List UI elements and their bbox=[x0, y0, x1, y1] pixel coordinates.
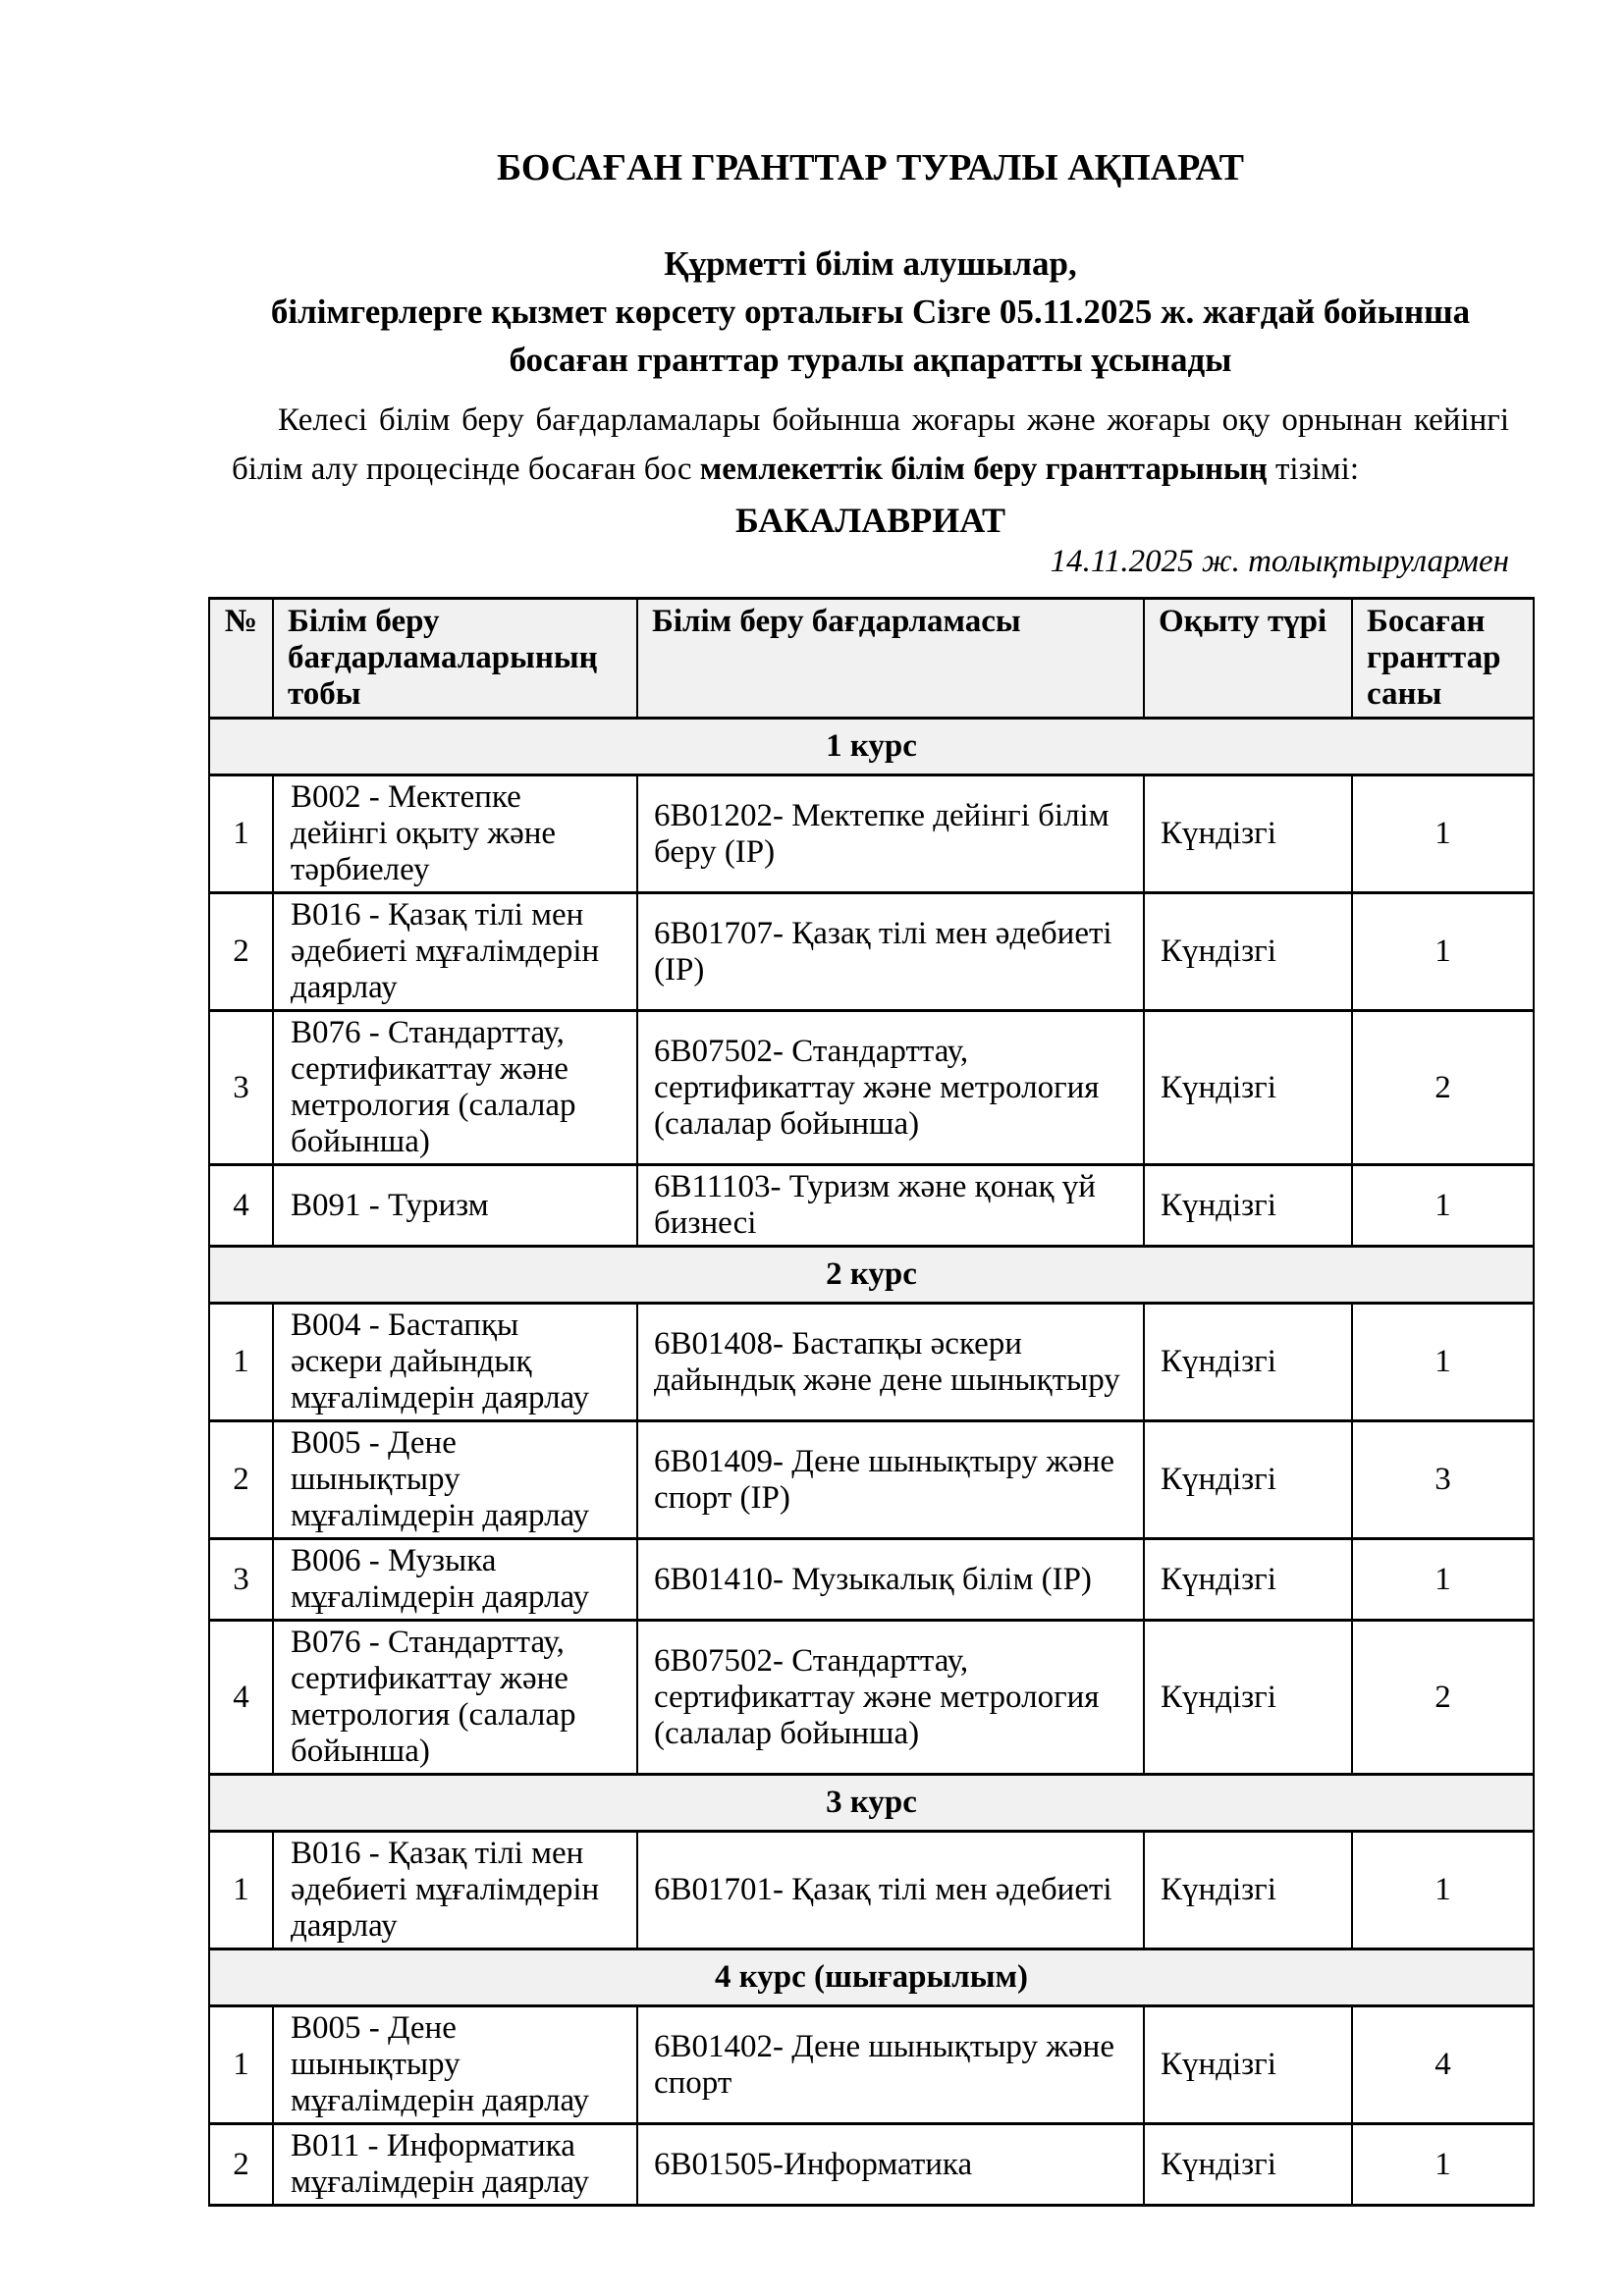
header-study-form: Оқыту түрі bbox=[1144, 599, 1352, 719]
study-form-cell: Күндізгі bbox=[1144, 1621, 1352, 1775]
date-note: 14.11.2025 ж. толықтырулармен bbox=[1050, 544, 1509, 579]
grant-row bbox=[209, 1621, 1534, 1775]
study-form-cell: Күндізгі bbox=[1144, 2006, 1352, 2124]
grant-row bbox=[209, 1011, 1534, 1165]
intro-text-end: тізімі: bbox=[1267, 452, 1360, 487]
program-group-cell: B076 - Стандарттау, сертификаттау және метрология (салалар бойынша) bbox=[273, 1621, 637, 1775]
row-number-cell: 2 bbox=[209, 1421, 273, 1539]
grant-row bbox=[209, 1165, 1534, 1247]
grant-count-cell: 1 bbox=[1352, 1165, 1534, 1247]
program-cell: 6B01409- Дене шынықтыру және спорт (IP) bbox=[637, 1421, 1144, 1539]
program-cell: 6B01707- Қазақ тілі мен әдебиеті (IP) bbox=[637, 893, 1144, 1011]
grant-count-cell: 1 bbox=[1352, 2124, 1534, 2206]
study-form-cell: Күндізгі bbox=[1144, 1304, 1352, 1421]
grant-row bbox=[209, 1304, 1534, 1421]
study-form-cell: Күндізгі bbox=[1144, 1832, 1352, 1949]
document-content bbox=[232, 145, 1509, 580]
course-section-row bbox=[209, 1247, 1534, 1304]
header-number: № bbox=[209, 599, 273, 719]
grant-count-cell: 2 bbox=[1352, 1011, 1534, 1165]
row-number-cell: 4 bbox=[209, 1621, 273, 1775]
row-number-cell: 2 bbox=[209, 893, 273, 1011]
course-section-label: 2 курс bbox=[209, 1247, 1534, 1304]
grant-count-cell: 4 bbox=[1352, 2006, 1534, 2124]
row-number-cell: 3 bbox=[209, 1011, 273, 1165]
grant-row bbox=[209, 1539, 1534, 1621]
study-form-cell: Күндізгі bbox=[1144, 1539, 1352, 1621]
course-section-label: 4 курс (шығарылым) bbox=[209, 1949, 1534, 2006]
program-group-cell: B076 - Стандарттау, сертификаттау және метрология (салалар бойынша) bbox=[273, 1011, 637, 1165]
intro-paragraph bbox=[232, 396, 1509, 494]
program-group-cell: B005 - Дене шынықтыру мұғалімдерін даярлау bbox=[273, 2006, 637, 2124]
study-form-cell: Күндізгі bbox=[1144, 1011, 1352, 1165]
header-grant-count: Босаған гранттар саны bbox=[1352, 599, 1534, 719]
study-form-cell: Күндізгі bbox=[1144, 775, 1352, 893]
grants-table bbox=[208, 597, 1535, 2207]
grant-count-cell: 1 bbox=[1352, 1539, 1534, 1621]
program-cell: 6B01202- Мектепке дейінгі білім беру (IP) bbox=[637, 775, 1144, 893]
course-section-row bbox=[209, 1775, 1534, 1832]
row-number-cell: 4 bbox=[209, 1165, 273, 1247]
grant-row bbox=[209, 2006, 1534, 2124]
program-group-cell: B011 - Информатика мұғалімдерін даярлау bbox=[273, 2124, 637, 2206]
course-section-row bbox=[209, 1949, 1534, 2006]
row-number-cell: 2 bbox=[209, 2124, 273, 2206]
grant-count-cell: 1 bbox=[1352, 775, 1534, 893]
grant-row bbox=[209, 1832, 1534, 1949]
program-group-cell: B002 - Мектепке дейінгі оқыту және тәрбиелеу bbox=[273, 775, 637, 893]
header-program: Білім беру бағдарламасы bbox=[637, 599, 1144, 719]
study-form-cell: Күндізгі bbox=[1144, 893, 1352, 1011]
program-cell: 6B01402- Дене шынықтыру және спорт bbox=[637, 2006, 1144, 2124]
study-form-cell: Күндізгі bbox=[1144, 1165, 1352, 1247]
program-cell: 6B11103- Туризм және қонақ үй бизнесі bbox=[637, 1165, 1144, 1247]
level-heading: БАКАЛАВРИАТ bbox=[734, 501, 1006, 540]
program-group-cell: B004 - Бастапқы әскери дайындық мұғалімдерін даярлау bbox=[273, 1304, 637, 1421]
course-section-label: 1 курс bbox=[209, 719, 1534, 775]
intro-text-bold: мемлекеттік білім беру гранттарының bbox=[699, 452, 1268, 487]
program-group-cell: B005 - Дене шынықтыру мұғалімдерін даярлау bbox=[273, 1421, 637, 1539]
greeting-line-3: босаған гранттар туралы ақпаратты ұсынады bbox=[509, 341, 1232, 379]
grant-row bbox=[209, 2124, 1534, 2206]
greeting-line-1: Құрметті білім алушылар, bbox=[664, 244, 1077, 283]
study-form-cell: Күндізгі bbox=[1144, 2124, 1352, 2206]
grant-count-cell: 1 bbox=[1352, 1304, 1534, 1421]
program-group-cell: B016 - Қазақ тілі мен әдебиеті мұғалімдерін даярлау bbox=[273, 893, 637, 1011]
header-program-group: Білім беру бағдарламаларының тобы bbox=[273, 599, 637, 719]
row-number-cell: 3 bbox=[209, 1539, 273, 1621]
program-cell: 6B01408- Бастапқы әскери дайындық және дене шынықтыру bbox=[637, 1304, 1144, 1421]
grant-row bbox=[209, 1421, 1534, 1539]
grant-count-cell: 2 bbox=[1352, 1621, 1534, 1775]
program-group-cell: B016 - Қазақ тілі мен әдебиеті мұғалімдерін даярлау bbox=[273, 1832, 637, 1949]
grant-count-cell: 1 bbox=[1352, 893, 1534, 1011]
grant-count-cell: 3 bbox=[1352, 1421, 1534, 1539]
course-section-label: 3 курс bbox=[209, 1775, 1534, 1832]
program-cell: 6B01701- Қазақ тілі мен әдебиеті bbox=[637, 1832, 1144, 1949]
table-header-row bbox=[209, 599, 1534, 719]
program-group-cell: B091 - Туризм bbox=[273, 1165, 637, 1247]
grant-count-cell: 1 bbox=[1352, 1832, 1534, 1949]
grant-row bbox=[209, 775, 1534, 893]
program-cell: 6B01410- Музыкалық білім (IP) bbox=[637, 1539, 1144, 1621]
grant-row bbox=[209, 893, 1534, 1011]
program-cell: 6B07502- Стандарттау, сертификаттау және метрология (салалар бойынша) bbox=[637, 1621, 1144, 1775]
greeting-block bbox=[232, 240, 1509, 384]
greeting-line-2: білімгерлерге қызмет көрсету орталығы Сізге 05.11.2025 ж. жағдай бойынша bbox=[270, 293, 1471, 331]
study-form-cell: Күндізгі bbox=[1144, 1421, 1352, 1539]
program-cell: 6B01505-Информатика bbox=[637, 2124, 1144, 2206]
row-number-cell: 1 bbox=[209, 775, 273, 893]
course-section-row bbox=[209, 719, 1534, 775]
row-number-cell: 1 bbox=[209, 2006, 273, 2124]
intro-text-start: Келесі білім беру бағдарламалары бойынша жоғары және жоғары оқу орнынан кейінгі білім алу процесінде босаған бос bbox=[232, 402, 1509, 487]
row-number-cell: 1 bbox=[209, 1832, 273, 1949]
program-cell: 6B07502- Стандарттау, сертификаттау және метрология (салалар бойынша) bbox=[637, 1011, 1144, 1165]
document-title: БОСАҒАН ГРАНТТАР ТУРАЛЫ АҚПАРАТ bbox=[497, 147, 1244, 188]
row-number-cell: 1 bbox=[209, 1304, 273, 1421]
program-group-cell: B006 - Музыка мұғалімдерін даярлау bbox=[273, 1539, 637, 1621]
